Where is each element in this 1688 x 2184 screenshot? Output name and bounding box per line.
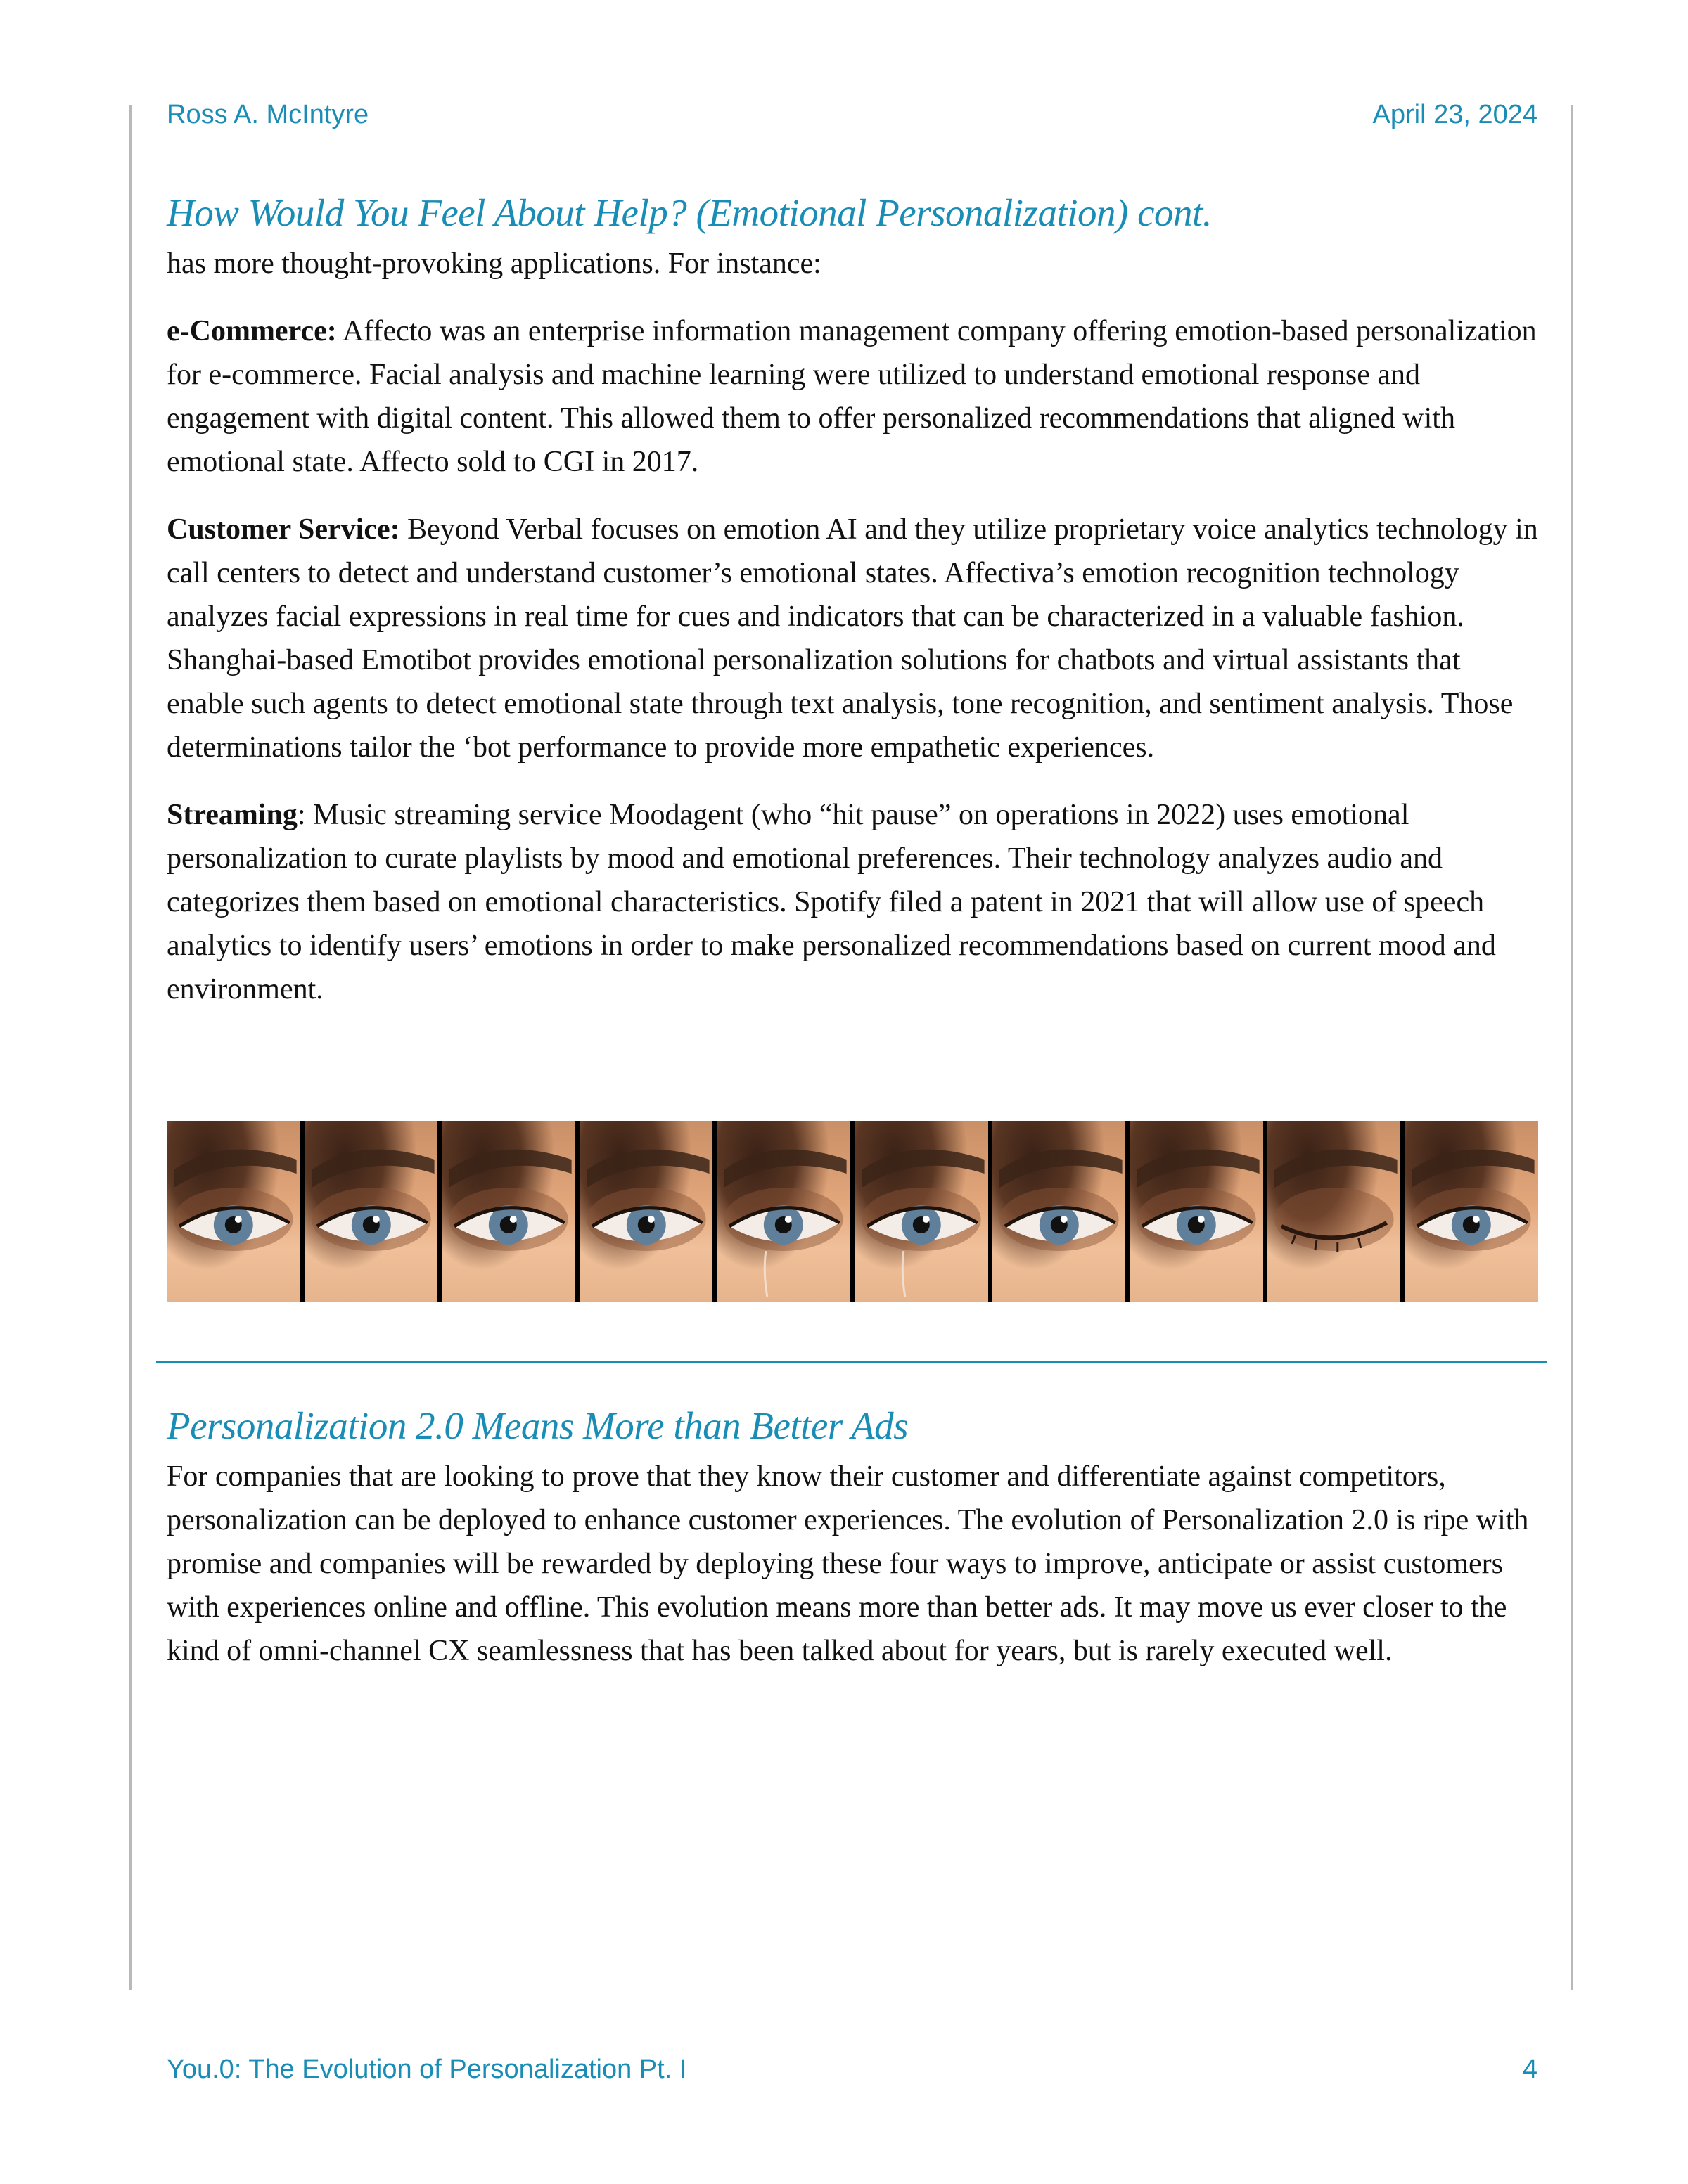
eye-frame (1405, 1121, 1538, 1302)
streaming-label: Streaming (167, 799, 298, 831)
eye-frame (1130, 1121, 1263, 1302)
section-emotional-personalization (167, 190, 1538, 1011)
eye-frame (305, 1121, 438, 1302)
ecommerce-paragraph (167, 309, 1538, 484)
personalization-paragraph: For companies that are looking to prove that they know their customer and differentiate against competitors, personalization can be deployed to enhance customer experiences. The evolution of Personalization 2.0 is ripe with promise and companies will be rewarded by deploying these four ways to improve, anticipate or assist customers with experiences online and offline. This evolution means more than better ads. It may move us ever closer to the kind of omni-channel CX seamlessness that has been talked about for years, but is rarely executed well. (167, 1460, 1529, 1667)
customer-service-label: Customer Service: (167, 513, 400, 546)
left-margin-rule (129, 105, 132, 1990)
customer-service-paragraph (167, 508, 1538, 769)
eye-frame (992, 1121, 1126, 1302)
intro-paragraph: has more thought-provoking applications. For instance: (167, 248, 821, 280)
eye-frame (1267, 1121, 1401, 1302)
emotion-eyes-image-strip (167, 1121, 1538, 1302)
section-divider (156, 1361, 1547, 1363)
header-date: April 23, 2024 (1372, 100, 1537, 129)
ecommerce-text: Affecto was an enterprise information management company offering emotion-based personalization for e-commerce. Facial analysis and machine learning were utilized to understand emotional response and engagement with digital content. This allowed them to offer personalized recommendations that aligned with emotional state. Affecto sold to CGI in 2017. (167, 315, 1537, 478)
ecommerce-label: e-Commerce: (167, 315, 337, 347)
streaming-paragraph (167, 793, 1538, 1011)
eye-frame (167, 1121, 300, 1302)
section-personalization-2-0 (167, 1403, 1538, 1673)
header-author: Ross A. McIntyre (167, 100, 369, 129)
section-title: How Would You Feel About Help? (Emotional Personalization) cont. (167, 191, 1213, 234)
eye-frame (580, 1121, 713, 1302)
eye-frame (442, 1121, 575, 1302)
eye-frame (717, 1121, 850, 1302)
right-margin-rule (1571, 105, 1573, 1990)
streaming-text: : Music streaming service Moodagent (who “hit pause” on operations in 2022) uses emotional personalization to curate playlists by mood and emotional preferences. Their technology analyzes audio and categorizes them based on emotional characteristics. Spotify filed a patent in 2021 that will allow use of speech analytics to identify users’ emotions in order to make personalized recommendations based on current mood and environment. (167, 799, 1496, 1006)
footer-document-title: You.0: The Evolution of Personalization Pt. I (167, 2055, 687, 2084)
section-title-2: Personalization 2.0 Means More than Better Ads (167, 1404, 908, 1447)
customer-service-text: Beyond Verbal focuses on emotion AI and they utilize proprietary voice analytics technology in call centers to detect and understand customer’s emotional states. Affectiva’s emotion recognition technology analyzes facial expressions in real time for cues and indicators that can be characterized in a valuable fashion. Shanghai-based Emotibot provides emotional personalization solutions for chatbots and virtual assistants that enable such agents to detect emotional state through text analysis, tone recognition, and sentiment analysis. Those determinations tailor the ‘bot performance to provide more empathetic experiences. (167, 513, 1538, 764)
eye-frame (855, 1121, 988, 1302)
footer-page-number: 4 (1522, 2055, 1537, 2084)
